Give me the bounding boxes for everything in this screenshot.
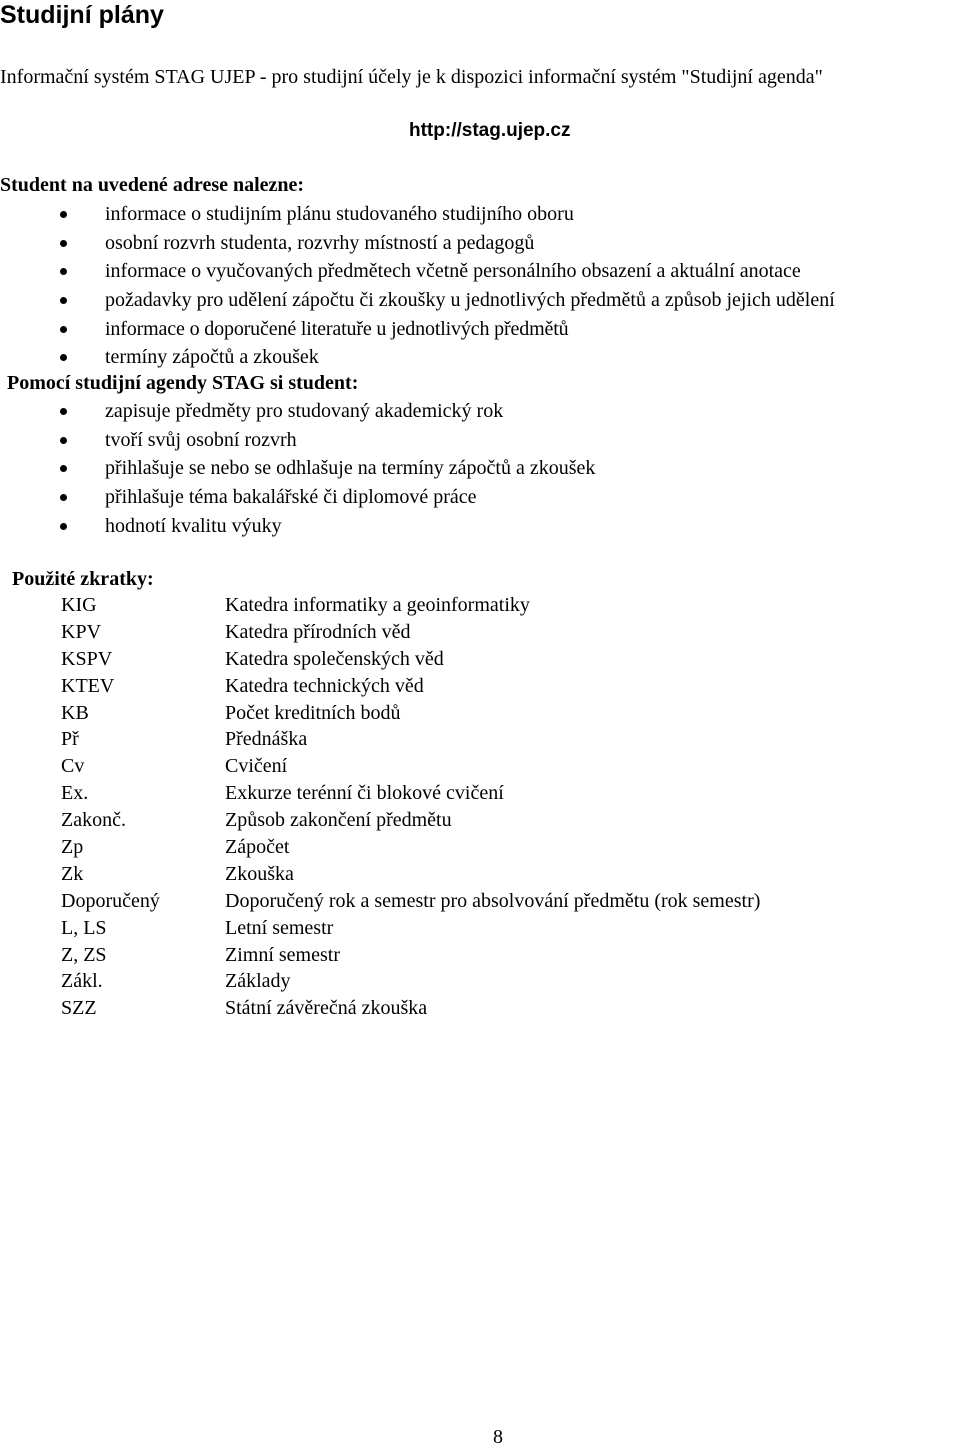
abbreviations-heading: Použité zkratky: [12, 568, 154, 590]
bullet-icon [60, 297, 67, 304]
bullet-icon [60, 408, 67, 415]
abbreviation-code: Zakonč. [61, 809, 126, 832]
abbreviation-code: Doporučený [61, 889, 160, 912]
list-item [0, 200, 835, 229]
list-item-text: tvoří svůj osobní rozvrh [105, 428, 297, 451]
abbreviation-code: KB [61, 701, 89, 724]
abbreviation-code: KPV [61, 620, 102, 643]
abbreviation-code: Zk [61, 862, 84, 885]
student-features-list [0, 200, 835, 372]
bullet-icon [60, 326, 67, 333]
page-title: Studijní plány [0, 1, 164, 29]
abbreviation-code: KTEV [61, 674, 115, 697]
abbreviation-description: Katedra přírodních věd [225, 620, 411, 643]
page-number: 8 [493, 1426, 503, 1448]
bullet-icon [60, 354, 67, 361]
list-item [0, 397, 595, 426]
list-item-text: hodnotí kvalitu výuky [105, 514, 282, 537]
abbreviation-description: Katedra technických věd [225, 674, 424, 697]
list-item [0, 229, 835, 258]
bullet-icon [60, 437, 67, 444]
abbreviation-code: KIG [61, 594, 97, 616]
bullet-icon [60, 268, 67, 275]
list-item-text: požadavky pro udělení zápočtu či zkoušky u jednotlivých předmětů a způsob jejich udělení [105, 289, 835, 312]
list-item-text: informace o studijním plánu studovaného studijního oboru [105, 203, 574, 225]
bullet-icon [60, 240, 67, 247]
abbreviation-description: Doporučený rok a semestr pro absolvování předmětu (rok semestr) [225, 889, 761, 912]
abbreviation-code: KSPV [61, 647, 113, 670]
stag-url: http://stag.ujep.cz [409, 120, 571, 141]
list-item [0, 257, 835, 286]
abbreviation-code: Cv [61, 755, 85, 778]
abbreviation-code: Ex. [61, 782, 89, 805]
list-item [0, 454, 595, 483]
bullet-icon [60, 211, 67, 218]
abbreviation-description: Přednáška [225, 728, 308, 751]
abbreviation-description: Zimní semestr [225, 943, 340, 966]
abbreviation-description: Způsob zakončení předmětu [225, 809, 452, 832]
list-item-text: přihlašuje se nebo se odhlašuje na termíny zápočtů a zkoušek [105, 457, 596, 480]
list-item-text: termíny zápočtů a zkoušek [105, 346, 319, 369]
list-item [0, 343, 835, 372]
abbreviation-description: Zápočet [225, 836, 290, 859]
abbreviation-description: Katedra informatiky a geoinformatiky [225, 594, 530, 616]
list-item-text: přihlašuje téma bakalářské či diplomové práce [105, 486, 477, 509]
list-item [0, 512, 595, 541]
student-section-heading: Student na uvedené adrese nalezne: [0, 174, 305, 196]
list-item-text: informace o vyučovaných předmětech včetně personálního obsazení a aktuální anotace [105, 260, 801, 283]
abbreviation-code: Př [61, 728, 79, 751]
abbreviation-code: Zákl. [61, 970, 103, 993]
list-item-text: zapisuje předměty pro studovaný akademický rok [105, 400, 504, 422]
agenda-features-list [0, 397, 595, 540]
list-item [0, 286, 835, 315]
abbreviation-code: Zp [61, 836, 84, 859]
abbreviation-description: Zkouška [225, 862, 294, 885]
list-item-text: informace o doporučené literatuře u jednotlivých předmětů [105, 317, 569, 340]
list-item [0, 483, 595, 512]
agenda-section-heading: Pomocí studijní agendy STAG si student: [7, 372, 359, 394]
abbreviation-description: Letní semestr [225, 916, 334, 939]
abbreviation-description: Počet kreditních bodů [225, 701, 401, 724]
abbreviation-code: Z, ZS [61, 943, 107, 966]
list-item [0, 315, 835, 344]
list-item-text: osobní rozvrh studenta, rozvrhy místností a pedagogů [105, 231, 535, 254]
list-item [0, 426, 595, 455]
bullet-icon [60, 523, 67, 530]
abbreviation-description: Základy [225, 970, 291, 993]
bullet-icon [60, 465, 67, 472]
intro-paragraph: Informační systém STAG UJEP - pro studijní účely je k dispozici informační systém "Studijní agenda" [0, 66, 823, 88]
abbreviation-code: L, LS [61, 916, 107, 939]
bullet-icon [60, 494, 67, 501]
abbreviation-code: SZZ [61, 997, 97, 1020]
abbreviation-description: Cvičení [225, 755, 288, 778]
abbreviation-description: Katedra společenských věd [225, 647, 444, 670]
abbreviation-description: Exkurze terénní či blokové cvičení [225, 782, 504, 805]
abbreviation-description: Státní závěrečná zkouška [225, 997, 428, 1020]
